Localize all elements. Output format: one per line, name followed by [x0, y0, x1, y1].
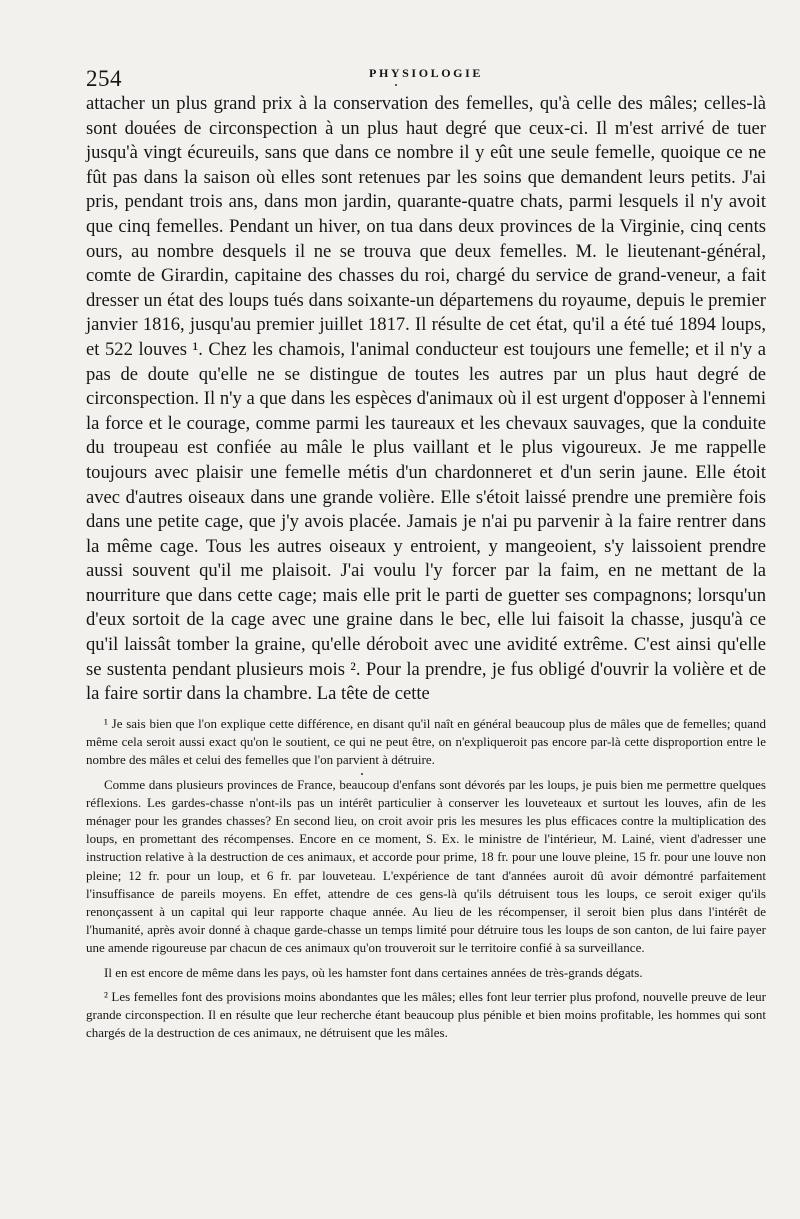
running-title: PHYSIOLOGIE — [369, 66, 483, 80]
ink-speck — [395, 84, 397, 86]
footnote-1-continued: Comme dans plusieurs provinces de France, beaucoup d'enfans sont dévorés par les loups, je puis bien me permettre quelques réflexions. Les gardes-chasse n'ont-ils pas un intérêt particulier à conserver les louveteaux et surtout les louves, afin de les ménager pour les grandes chasses? En second lieu, on croit avoir pris les mesures les plus efficaces contre la multiplication des loups, en promettant des récompenses. Encore en ce moment, S. Ex. le ministre de l'intérieur, M. Lainé, vient d'adresser une instruction relative à la destruction de ces animaux, et accorde pour prime, 18 fr. pour une louve pleine, 15 fr. pour une louve non pleine; 12 fr. pour un loup, et 6 fr. par louveteau. L'expérience de tant d'années auroit dû avoir démontré parfaitement l'insuffisance de pareils moyens. En effet, attendre de ces gens-là qu'ils détruisent tous les loups, ce seroit exiger qu'ils renonçassent à un capital qui leur rapporte chaque année. Au lieu de les récompenser, il seroit bien plus dans l'intérêt de l'humanité, après avoir donné à chaque garde-chasse un temps limité pour détruire tous les loups de son canton, de lui faire payer une amende rigoureuse par chacun de ces animaux qu'on trouveroit sur le territoire confié à sa surveillance. — [86, 776, 766, 956]
footnote-2: ² Les femelles font des provisions moins abondantes que les mâles; elles font leur terrier plus profond, nouvelle preuve de leur grande circonspection. Il en résulte que leur recherche étant beaucoup plus pénible et bien moins profitable, les hommes qui sont chargés de la destruction de ces animaux, ne détruisent que les mâles. — [86, 988, 766, 1041]
page-number: 254 — [86, 66, 122, 91]
body-paragraph: attacher un plus grand prix à la conservation des femelles, qu'à celle des mâles; celles-là sont douées de circonspection à un plus haut degré que ceux-ci. Il m'est arrivé de tuer jusqu'à vingt écureuils, sans que dans ce nombre il y eût une seule femelle, quoique ce ne fût pas dans la saison où elles sont retenues par les soins que demandent leurs petits. J'ai pris, pendant trois ans, dans mon jardin, quarante-quatre chats, parmi lesquels il n'y avoit que cinq femelles. Pendant un hiver, on tua dans deux provinces de la Virginie, cinq cents ours, au nombre desquels il ne se trouva que deux femelles. M. le lieutenant-général, comte de Girardin, capitaine des chasses du roi, chargé du service de grand-veneur, a fait dresser un état des loups tués dans soixante-un départemens du royaume, depuis le premier janvier 1816, jusqu'au premier juillet 1817. Il résulte de cet état, qu'il a été tué 1894 loups, et 522 louves ¹. Chez les chamois, l'animal conducteur est toujours une femelle; et il n'y a pas de doute qu'elle ne se distingue de toutes les autres par un plus haut degré de circonspection. Il n'y a que dans les espèces d'animaux où il est urgent d'opposer à l'ennemi la force et le courage, comme parmi les taureaux et les chevaux sauvages, que la conduite du troupeau est confiée au mâle le plus vaillant et le plus vigoureux. Je me rappelle toujours avec plaisir une femelle métis d'un chardonneret et d'un serin jaune. Elle étoit avec d'autres oiseaux dans une grande volière. Elle s'étoit laissé prendre une première fois dans une petite cage, que j'y avois placée. Jamais je n'ai pu parvenir à la faire rentrer dans la même cage. Tous les autres oiseaux y entroient, y mangeoient, s'y laissoient prendre aussi souvent qu'il me plaisoit. J'ai voulu l'y forcer par la faim, en ne mettant de la nourriture que dans cette cage; mais elle prit le parti de guetter ses compagnons; lorsqu'un d'eux sortoit de la cage avec une graine dans le bec, elle lui faisoit la chasse, jusqu'à ce qu'il laissât tomber la graine, qu'elle déroboit avec une avidité extrême. C'est ainsi qu'elle se sustenta pendant plusieurs mois ². Pour la prendre, je fus obligé d'ouvrir la volière et de la faire sortir dans la chambre. La tête de cette — [86, 93, 766, 705]
main-text — [86, 92, 766, 707]
footnotes — [86, 715, 766, 1048]
running-head — [86, 62, 766, 92]
ink-speck — [361, 773, 363, 775]
footnote-1-addendum: Il en est encore de même dans les pays, où les hamster font dans certaines années de très-grands dégats. — [104, 964, 643, 980]
footnote-1: ¹ Je sais bien que l'on explique cette différence, en disant qu'il naît en général beaucoup plus de mâles que de femelles; quand même cela seroit aussi exact qu'on le soutient, ce qui ne peut être, on n'expliqueroit pas encore par-là cette disproportion entre le nombre des mâles et celui des femelles que l'on parvient à détruire. — [86, 716, 766, 768]
